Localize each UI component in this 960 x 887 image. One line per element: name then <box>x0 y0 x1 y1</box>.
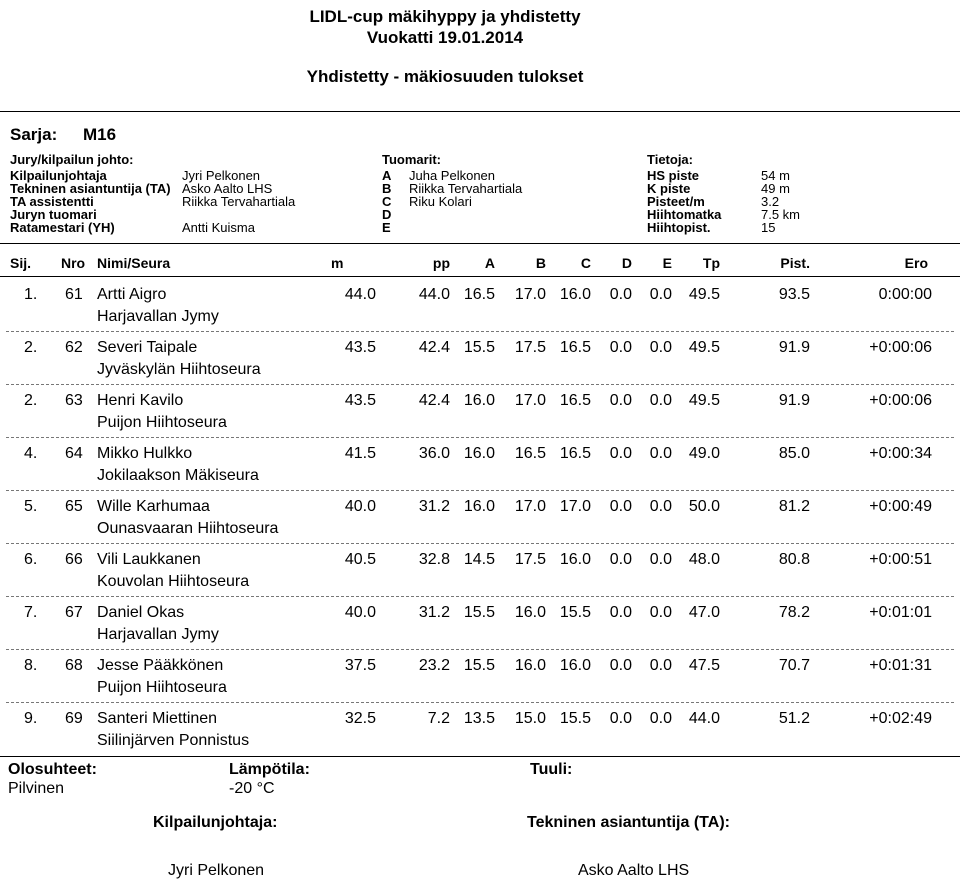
info-value-k: 49 m <box>761 181 790 196</box>
result-points: 51.2 <box>778 710 810 727</box>
result-name: Severi Taipale <box>97 339 198 356</box>
info-value-hs: 54 m <box>761 168 790 183</box>
row-separator <box>6 384 954 385</box>
result-distance-points: 23.2 <box>418 657 450 674</box>
result-judge-c: 17.0 <box>559 498 591 515</box>
result-judge-b: 17.0 <box>514 498 546 515</box>
jury-value-course: Antti Kuisma <box>182 220 255 235</box>
result-judge-e: 0.0 <box>649 551 672 568</box>
result-distance: 44.0 <box>344 286 376 303</box>
result-position: 6. <box>24 551 38 568</box>
result-time-diff: 0:00:00 <box>878 286 932 303</box>
result-club: Harjavallan Jymy <box>97 308 219 325</box>
temperature-label: Lämpötila: <box>229 761 310 778</box>
result-judge-d: 0.0 <box>609 339 632 356</box>
result-judge-b: 17.0 <box>514 286 546 303</box>
info-label-k: K piste <box>647 181 691 196</box>
result-name: Santeri Miettinen <box>97 710 218 727</box>
result-distance-points: 42.4 <box>418 339 450 356</box>
result-name: Wille Karhumaa <box>97 498 210 515</box>
result-judge-b: 16.0 <box>514 657 546 674</box>
result-judge-b: 17.0 <box>514 392 546 409</box>
ta-signature-label: Tekninen asiantuntija (TA): <box>527 814 730 831</box>
wind-label: Tuuli: <box>530 761 573 778</box>
col-header-time-diff: Ero <box>904 255 928 271</box>
result-judge-a: 16.0 <box>463 445 495 462</box>
result-distance-points: 7.2 <box>427 710 450 727</box>
row-separator <box>6 437 954 438</box>
result-points: 91.9 <box>778 392 810 409</box>
page-title: LIDL-cup mäkihyppy ja yhdistetty <box>309 7 581 26</box>
col-header-distance: m <box>331 255 344 271</box>
result-distance: 40.5 <box>344 551 376 568</box>
result-judge-e: 0.0 <box>649 710 672 727</box>
result-position: 2. <box>24 339 38 356</box>
header-top-rule <box>0 243 960 244</box>
result-style-points: 49.5 <box>688 392 720 409</box>
result-judge-a: 16.5 <box>463 286 495 303</box>
info-heading: Tietoja: <box>647 152 693 167</box>
top-separator <box>0 111 960 112</box>
result-judge-a: 16.0 <box>463 392 495 409</box>
result-number: 69 <box>65 710 83 727</box>
result-judge-c: 16.5 <box>559 392 591 409</box>
result-judge-d: 0.0 <box>609 445 632 462</box>
result-time-diff: +0:00:49 <box>869 498 932 515</box>
result-distance-points: 31.2 <box>418 498 450 515</box>
result-judge-d: 0.0 <box>609 657 632 674</box>
result-number: 65 <box>65 498 83 515</box>
temperature-value: -20 °C <box>229 780 275 797</box>
result-distance: 40.0 <box>344 604 376 621</box>
result-style-points: 49.5 <box>688 339 720 356</box>
event-date: Vuokatti 19.01.2014 <box>366 28 524 47</box>
judge-letter-d: D <box>382 207 392 222</box>
result-club: Siilinjärven Ponnistus <box>97 732 250 749</box>
result-distance: 43.5 <box>344 339 376 356</box>
result-judge-d: 0.0 <box>609 710 632 727</box>
col-header-judge-c: C <box>580 255 591 271</box>
info-value-points-per-m: 3.2 <box>761 194 780 209</box>
result-style-points: 47.0 <box>688 604 720 621</box>
result-judge-d: 0.0 <box>609 551 632 568</box>
judge-letter-e: E <box>382 220 391 235</box>
result-judge-b: 17.5 <box>514 339 546 356</box>
result-time-diff: +0:01:01 <box>869 604 932 621</box>
info-label-ski-distance: Hiihtomatka <box>647 207 722 222</box>
series-label: Sarja: <box>10 125 58 144</box>
result-points: 93.5 <box>778 286 810 303</box>
result-style-points: 49.0 <box>688 445 720 462</box>
result-club: Puijon Hiihtoseura <box>97 414 227 431</box>
result-judge-a: 15.5 <box>463 339 495 356</box>
result-name: Jesse Pääkkönen <box>97 657 224 674</box>
col-header-name-club: Nimi/Seura <box>97 255 171 271</box>
director-signature-label: Kilpailunjohtaja: <box>153 814 278 831</box>
judge-name-a: Juha Pelkonen <box>409 168 496 183</box>
jury-value-director: Jyri Pelkonen <box>182 168 261 183</box>
result-position: 2. <box>24 392 38 409</box>
result-judge-b: 15.0 <box>514 710 546 727</box>
result-distance: 32.5 <box>344 710 376 727</box>
result-number: 67 <box>65 604 83 621</box>
result-position: 5. <box>24 498 38 515</box>
result-judge-e: 0.0 <box>649 286 672 303</box>
jury-label-director: Kilpailunjohtaja <box>10 168 107 183</box>
result-judge-b: 16.5 <box>514 445 546 462</box>
result-distance-points: 42.4 <box>418 392 450 409</box>
col-header-position: Sij. <box>10 255 32 271</box>
result-judge-b: 17.5 <box>514 551 546 568</box>
result-distance-points: 44.0 <box>418 286 450 303</box>
result-distance: 40.0 <box>344 498 376 515</box>
result-judge-e: 0.0 <box>649 657 672 674</box>
result-club: Ounasvaaran Hiihtoseura <box>97 520 279 537</box>
result-judge-c: 15.5 <box>559 604 591 621</box>
judge-letter-a: A <box>382 168 392 183</box>
result-position: 7. <box>24 604 38 621</box>
result-judge-c: 16.5 <box>559 445 591 462</box>
result-style-points: 50.0 <box>688 498 720 515</box>
result-judge-e: 0.0 <box>649 445 672 462</box>
jury-heading: Jury/kilpailun johto: <box>10 152 134 167</box>
result-style-points: 47.5 <box>688 657 720 674</box>
col-header-judge-d: D <box>621 255 632 271</box>
result-judge-d: 0.0 <box>609 604 632 621</box>
result-name: Henri Kavilo <box>97 392 184 409</box>
result-points: 91.9 <box>778 339 810 356</box>
header-bottom-rule <box>0 276 960 277</box>
result-name: Artti Aigro <box>97 286 167 303</box>
jury-label-course: Ratamestari (YH) <box>10 220 115 235</box>
result-judge-a: 15.5 <box>463 604 495 621</box>
result-points: 78.2 <box>778 604 810 621</box>
row-separator <box>6 490 954 491</box>
result-distance: 41.5 <box>344 445 376 462</box>
result-style-points: 49.5 <box>688 286 720 303</box>
jury-label-ta-assistant: TA assistentti <box>10 194 94 209</box>
result-name: Mikko Hulkko <box>97 445 193 462</box>
result-judge-d: 0.0 <box>609 392 632 409</box>
row-separator <box>6 543 954 544</box>
judges-heading: Tuomarit: <box>382 152 441 167</box>
result-judge-b: 16.0 <box>514 604 546 621</box>
result-judge-d: 0.0 <box>609 286 632 303</box>
ta-signature-name: Asko Aalto LHS <box>578 862 690 879</box>
result-style-points: 48.0 <box>688 551 720 568</box>
col-header-judge-a: A <box>484 255 495 271</box>
results-subtitle: Yhdistetty - mäkiosuuden tulokset <box>306 67 584 86</box>
result-number: 62 <box>65 339 83 356</box>
result-time-diff: +0:00:06 <box>869 392 932 409</box>
result-judge-a: 13.5 <box>463 710 495 727</box>
result-club: Kouvolan Hiihtoseura <box>97 573 250 590</box>
result-judge-e: 0.0 <box>649 498 672 515</box>
result-time-diff: +0:00:51 <box>869 551 932 568</box>
result-name: Daniel Okas <box>97 604 185 621</box>
result-position: 9. <box>24 710 38 727</box>
conditions-label: Olosuhteet: <box>8 761 97 778</box>
result-judge-c: 16.5 <box>559 339 591 356</box>
result-position: 8. <box>24 657 38 674</box>
row-separator <box>6 702 954 703</box>
result-judge-c: 15.5 <box>559 710 591 727</box>
row-separator <box>6 331 954 332</box>
conditions-value: Pilvinen <box>8 780 65 797</box>
result-position: 4. <box>24 445 38 462</box>
result-distance-points: 32.8 <box>418 551 450 568</box>
judge-name-b: Riikka Tervahartiala <box>409 181 523 196</box>
result-judge-e: 0.0 <box>649 604 672 621</box>
result-distance: 37.5 <box>344 657 376 674</box>
result-judge-c: 16.0 <box>559 657 591 674</box>
judge-letter-c: C <box>382 194 392 209</box>
result-club: Jokilaakson Mäkiseura <box>97 467 259 484</box>
result-judge-d: 0.0 <box>609 498 632 515</box>
result-judge-e: 0.0 <box>649 392 672 409</box>
row-separator <box>6 649 954 650</box>
result-judge-e: 0.0 <box>649 339 672 356</box>
result-style-points: 44.0 <box>688 710 720 727</box>
col-header-judge-b: B <box>535 255 546 271</box>
result-club: Puijon Hiihtoseura <box>97 679 227 696</box>
result-judge-a: 16.0 <box>463 498 495 515</box>
result-club: Harjavallan Jymy <box>97 626 219 643</box>
series-value: M16 <box>83 125 117 144</box>
info-label-ski-points: Hiihtopist. <box>647 220 711 235</box>
result-distance-points: 36.0 <box>418 445 450 462</box>
judge-letter-b: B <box>382 181 392 196</box>
jury-value-ta: Asko Aalto LHS <box>182 181 273 196</box>
result-distance-points: 31.2 <box>418 604 450 621</box>
result-time-diff: +0:02:49 <box>869 710 932 727</box>
col-header-distance-points: pp <box>432 255 450 271</box>
result-time-diff: +0:00:06 <box>869 339 932 356</box>
info-label-points-per-m: Pisteet/m <box>647 194 705 209</box>
col-header-judge-e: E <box>662 255 672 271</box>
result-points: 81.2 <box>778 498 810 515</box>
jury-value-ta-assistant: Riikka Tervahartiala <box>182 194 296 209</box>
result-judge-c: 16.0 <box>559 286 591 303</box>
result-number: 61 <box>65 286 83 303</box>
result-judge-a: 14.5 <box>463 551 495 568</box>
result-points: 80.8 <box>778 551 810 568</box>
result-club: Jyväskylän Hiihtoseura <box>97 361 261 378</box>
result-judge-c: 16.0 <box>559 551 591 568</box>
result-name: Vili Laukkanen <box>97 551 201 568</box>
result-judge-a: 15.5 <box>463 657 495 674</box>
jury-label-judge: Juryn tuomari <box>10 207 97 222</box>
result-time-diff: +0:00:34 <box>869 445 932 462</box>
result-number: 68 <box>65 657 83 674</box>
director-signature-name: Jyri Pelkonen <box>168 862 265 879</box>
result-points: 85.0 <box>778 445 810 462</box>
col-header-style-points: Tp <box>702 255 720 271</box>
info-label-hs: HS piste <box>647 168 700 183</box>
info-value-ski-distance: 7.5 km <box>761 207 801 222</box>
result-points: 70.7 <box>778 657 810 674</box>
footer-separator <box>0 756 960 757</box>
result-number: 66 <box>65 551 83 568</box>
result-distance: 43.5 <box>344 392 376 409</box>
col-header-points: Pist. <box>780 255 810 271</box>
judge-name-c: Riku Kolari <box>409 194 472 209</box>
info-value-ski-points: 15 <box>761 220 776 235</box>
jury-label-ta: Tekninen asiantuntija (TA) <box>10 181 171 196</box>
result-number: 63 <box>65 392 83 409</box>
result-number: 64 <box>65 445 83 462</box>
col-header-number: Nro <box>61 255 86 271</box>
result-position: 1. <box>24 286 38 303</box>
row-separator <box>6 596 954 597</box>
result-time-diff: +0:01:31 <box>869 657 932 674</box>
